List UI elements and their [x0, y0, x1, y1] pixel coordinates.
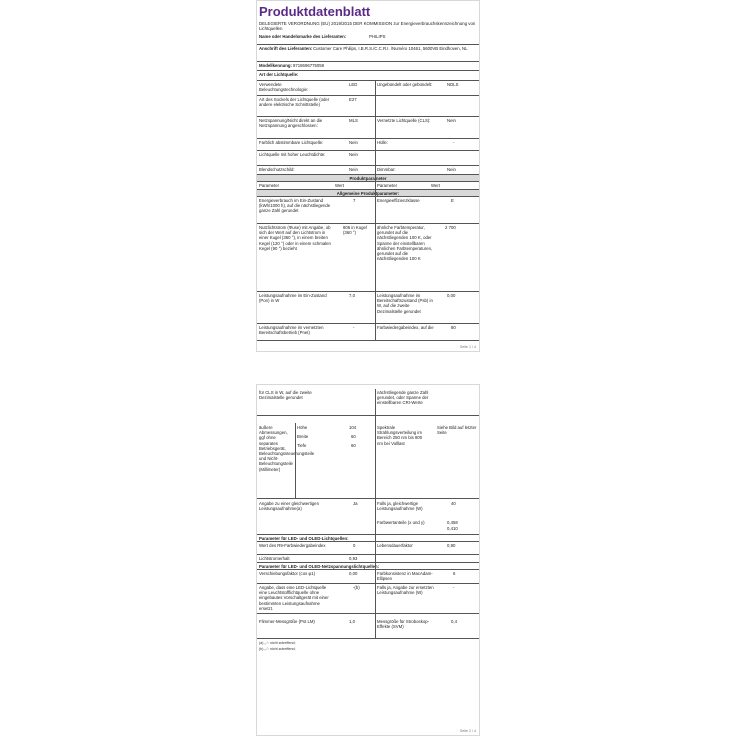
supplier-address-value: Customer Care Philips, I.B.R.S./C.C.R.I. /Numéro 10461, 5600VB Eindhoven, NL	[313, 46, 468, 51]
chromaticity-x-value: 0,458	[447, 520, 458, 525]
regulation-intro: DELEGIERTE VERORDNUNG (EU) 2019/2015 DER KOMMISSION zur Energieverbrauchskennzeichnung von Lichtquellen	[259, 21, 476, 32]
replaced-power-label: Falls ja, Angabe zur ersetzten Leistungsaufnahme (W)	[377, 585, 434, 596]
spectral-label: Spektrale Strahlungsverteilung im Bereich 250 nm bis 800 nm bei Volllast	[377, 425, 423, 446]
colour-consistency-label: Farbkonsistenz in MacAdam-Ellipsen	[377, 571, 433, 582]
column-divider	[375, 389, 376, 639]
page-number: Seite 2 / 4	[459, 729, 476, 733]
dim-name-height: Höhe	[297, 425, 308, 430]
footnote-a: (a) „-“: nicht zutreffend;	[259, 641, 296, 645]
type-row	[257, 151, 479, 166]
param-row	[257, 324, 479, 341]
param-value-right: E	[451, 198, 454, 203]
type-header-row	[257, 71, 479, 81]
phi-row	[257, 570, 479, 584]
spectral-value: Siehe Bild auf letzter Seite	[437, 425, 477, 436]
supplier-address-label: Anschrift des Lieferanten:	[259, 46, 313, 51]
r9-label: Wert des R9-Farbwiedergabeindex	[259, 543, 326, 548]
survival-factor-label: Lebensdauerfaktor	[377, 543, 413, 548]
col-value-header: Wert	[335, 183, 344, 188]
supplier-name-value: PHILIPS	[369, 34, 386, 39]
dim-value-height: 104	[349, 425, 357, 430]
page-header	[257, 1, 479, 33]
r9-value: 0	[353, 543, 356, 548]
general-params-header: Allgemeine Produktparameter:	[336, 190, 400, 196]
type-row-label: Lichtquelle mit hoher Leuchtdichte:	[259, 152, 326, 157]
chromaticity-y-value: 0,410	[447, 526, 458, 531]
param-value: -	[353, 325, 355, 330]
param-row	[257, 224, 479, 292]
param-label: Energieverbrauch im Ein-Zustand (kWh/1000 h), auf die nächstliegende ganze Zahl gerundet	[259, 198, 331, 214]
param-value: 806 in Kugel (360 °)	[343, 225, 367, 236]
type-row-label: Netzspannung/Nicht direkt an die Netzspannung angeschlossen:	[259, 118, 323, 129]
dim-value-width: 60	[351, 434, 356, 439]
param-label-right: Leistungsaufnahme im Bereitschaftszustand (Psb) in W, auf die zweite Dezimalstelle gerundet	[377, 293, 433, 314]
type-row-label: Verwendete Beleuchtungstechnologie:	[259, 82, 309, 93]
type-row-value: E27	[349, 97, 357, 102]
flicker-label: Flimmer-Messgröße (Pst LM)	[259, 619, 315, 624]
dim-name-depth: Tiefe	[297, 443, 307, 448]
flicker-value: 1,0	[349, 619, 355, 624]
stroboscopic-label: Messgröße für Stroboskop-Effekte (SVM)	[377, 619, 430, 630]
type-row	[257, 166, 479, 175]
type-row-label-right: Vernetzte Lichtquelle (CLS):	[377, 118, 431, 123]
displacement-factor-label: Verschiebungsfaktor (cos φ1)	[259, 571, 316, 576]
general-header-row	[257, 190, 479, 197]
product-params-header-row	[257, 175, 479, 182]
param-label-right: ähnliche Farbtemperatur, gerundet auf die nächstliegenden 100 K, oder Spanne der einstellbaren ähnlichen Farbtemperaturen, gerundet auf die nächstliegenden 100 K	[377, 225, 433, 262]
flicker-row	[257, 614, 479, 639]
type-row-label-right: Ungebündelt oder gebündelt:	[377, 82, 433, 87]
footnote-b: (b) „-“: nicht zutreffend;	[259, 647, 296, 651]
equivalent-value: Ja	[353, 501, 358, 506]
type-row-label: Art des Sockels der Lichtquelle (oder andere elektrische Schnittstelle)	[259, 97, 330, 108]
chromaticity-label: Farbwertanteile (x und y)	[377, 520, 425, 525]
column-header-row	[257, 182, 479, 190]
replacement-claim-value: -(b)	[353, 585, 360, 590]
type-row-value: Nein	[349, 152, 358, 157]
datasheet-page-2	[256, 384, 480, 736]
type-row-value-right: Nein	[447, 118, 456, 123]
dimensions-row	[257, 423, 479, 499]
equivalent-power-value: 40	[451, 501, 456, 506]
stroboscopic-value: 0,4	[451, 619, 457, 624]
claim-row	[257, 584, 479, 614]
type-row	[257, 117, 479, 139]
r9-row	[257, 542, 479, 555]
dim-value-depth: 60	[351, 443, 356, 448]
col-param-header: Parameter	[259, 183, 280, 188]
param-value: 7,0	[349, 293, 355, 298]
type-row-value-right: NDLS	[447, 82, 459, 87]
column-divider	[375, 81, 376, 341]
dimensions-label: äußere Abmessungen, ggf ohne separates Betriebsgerät, Beleuchtungssteuerungsteile und Nicht-Beleuchtungsteile (Millimeter)	[259, 425, 315, 472]
equivalent-row	[257, 499, 479, 535]
page-number: Seite 1 / 4	[459, 345, 476, 349]
param-value-right: 0,00	[447, 293, 456, 298]
supplier-address-row	[257, 45, 479, 62]
equivalent-label: Angabe zu einer gleichwertigen Leistungsaufnahme(a)	[259, 501, 319, 512]
col-param-header-right: Parameter	[377, 183, 398, 188]
param-value-right: 2 700	[445, 225, 456, 230]
colour-consistency-value: 6	[453, 571, 456, 576]
continued-row	[257, 389, 479, 416]
lumen-maintenance-label: Lichtstromerhalt	[259, 556, 290, 561]
product-params-header: Produktparameter	[349, 175, 387, 181]
type-row-value: MLS	[349, 118, 358, 123]
param-label-right: Energieeffizienzklasse	[377, 198, 420, 203]
model-value: 8718696775059	[293, 63, 325, 68]
survival-factor-value: 0,90	[447, 543, 456, 548]
param-label: Leistungsaufnahme im Ein-Zustand (Pon) in W	[259, 293, 327, 304]
type-row-label: Blendschutzschild:	[259, 167, 295, 172]
type-row-value: Nein	[349, 140, 358, 145]
type-row-value: Nein	[349, 167, 358, 172]
lumen-maintenance-value: 0,93	[349, 556, 358, 561]
model-label: Modellkennung:	[259, 63, 292, 68]
type-row-value-right: -	[453, 140, 455, 145]
continued-label-right: nächstliegende ganze Zahl gerundet, oder Spanne der einstellbaren CRI-Werte	[377, 390, 429, 406]
type-row	[257, 96, 479, 117]
supplier-name-row	[257, 33, 479, 45]
type-row-label: Farblich abstimmbare Lichtquelle:	[259, 140, 324, 145]
param-value: 7	[353, 198, 356, 203]
type-row	[257, 81, 479, 96]
param-label: Nutzlichtstrom (Φuse) mit Angabe, ob sich der Wert auf den Lichtstrom in einer Kugel (360 °), in einem breiten Kegel (120 °) oder in einem schmalen Kegel (90 °) bezieht	[259, 225, 331, 251]
maintenance-row	[257, 555, 479, 563]
dims-divider	[295, 423, 296, 499]
param-value-right: 80	[451, 325, 456, 330]
type-row-label-right: Dimmbar:	[377, 167, 396, 172]
col-value-header-right: Wert	[431, 183, 440, 188]
param-label-right: Farbwiedergabeindex, auf die	[377, 325, 434, 330]
dim-name-width: Breite	[297, 434, 309, 439]
supplier-name-label: Name oder Handelsmarke des Lieferanten:	[259, 34, 347, 39]
type-row-label-right: Hülle:	[377, 140, 388, 145]
led-header-row	[257, 535, 479, 542]
replacement-claim-label: Angabe, dass eine LED-Lichtquelle eine Leuchtstofflichtquelle ohne eingebautes Vorschaltgerät mit einer bestimmten Leistungsaufnahme ersetzt.	[259, 585, 329, 611]
param-row	[257, 197, 479, 224]
type-row-value-right: Nein	[447, 167, 456, 172]
continued-label-left: für CLS in W, auf die zweite Dezimalstelle gerundet	[259, 390, 312, 401]
param-row	[257, 292, 479, 324]
model-row	[257, 62, 479, 71]
mains-params-header: Parameter für LED- und OLED-Netzspannungslichtquellen:	[259, 563, 380, 569]
param-label: Leistungsaufnahme im vernetzten Bereitschaftsbetrieb (Pnet)	[259, 325, 324, 336]
led-params-header: Parameter für LED- und OLED-Lichtquellen:	[259, 535, 349, 541]
equivalent-power-label: Falls ja, gleichwertige Leistungsaufnahme (W)	[377, 501, 423, 512]
datasheet-page-1	[256, 0, 480, 352]
type-header: Art der Lichtquelle:	[259, 72, 299, 77]
type-row-value: LED	[349, 82, 358, 87]
page-title: Produktdatenblatt	[259, 4, 371, 19]
mains-header-row	[257, 563, 479, 570]
replaced-power-value: -	[453, 585, 455, 590]
displacement-factor-value: 0,00	[349, 571, 358, 576]
type-row	[257, 139, 479, 151]
